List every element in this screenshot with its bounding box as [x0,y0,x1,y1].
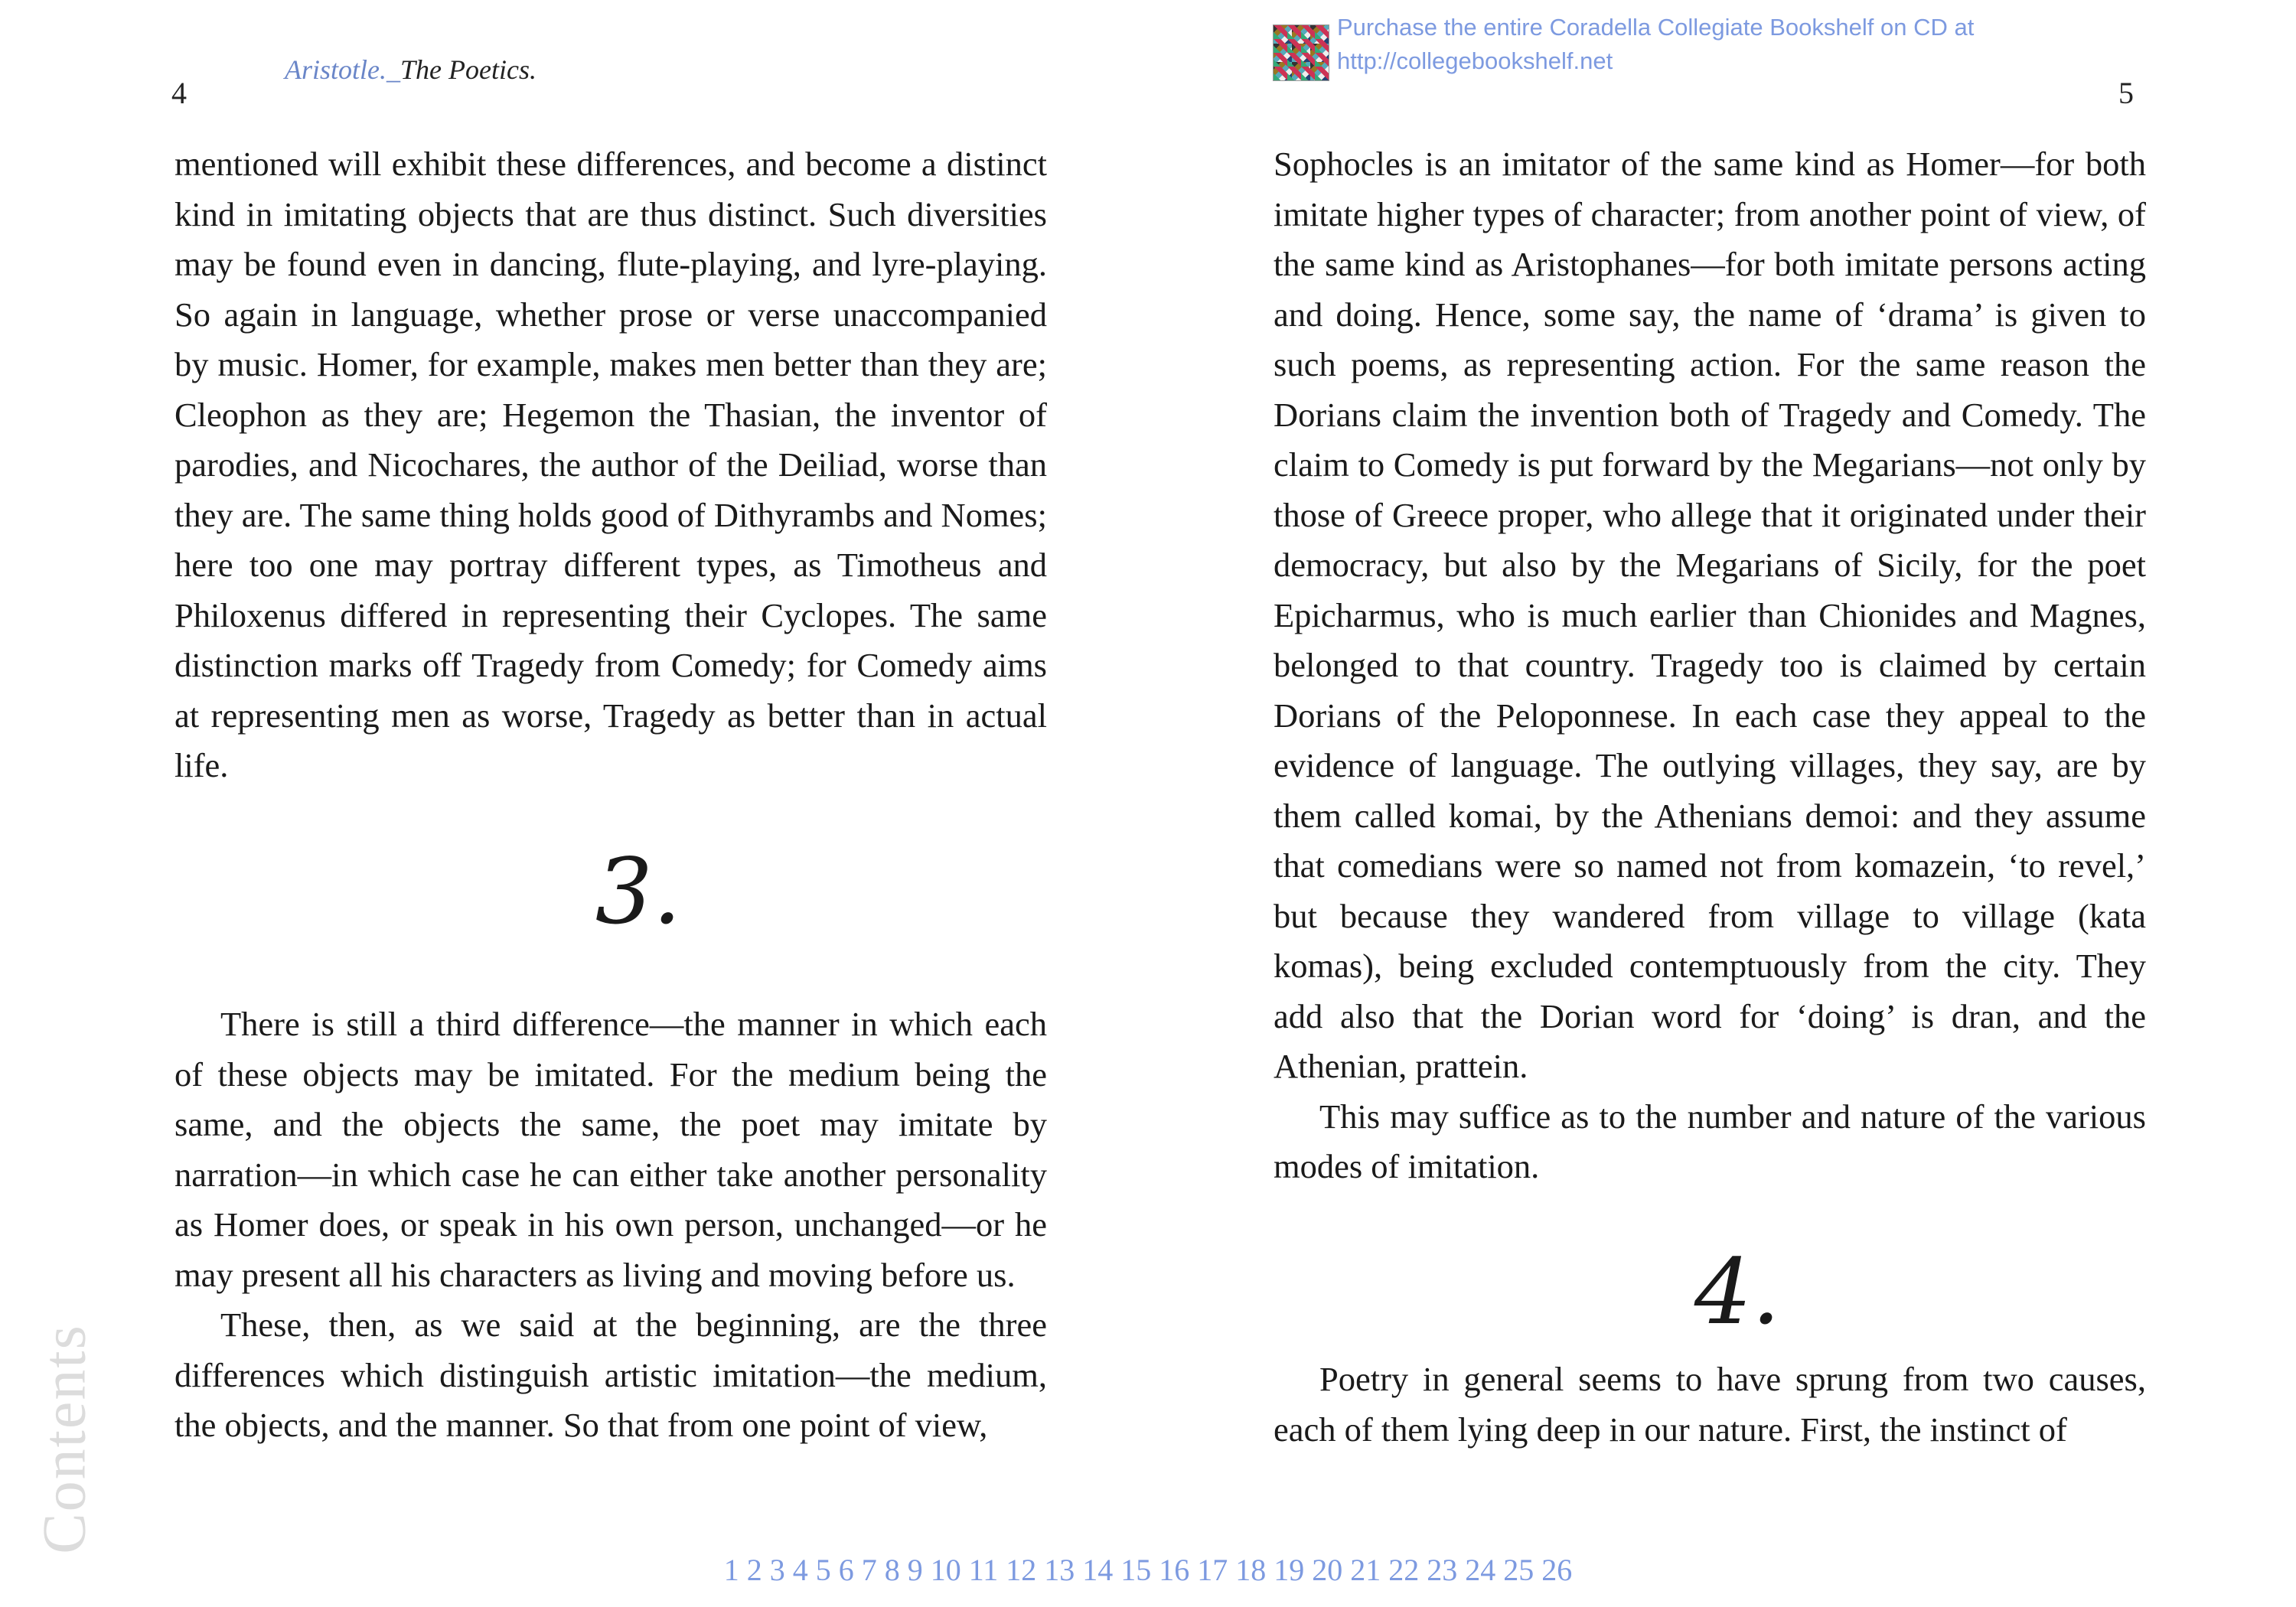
page-link-12[interactable]: 12 [1006,1553,1037,1587]
page-link-14[interactable]: 14 [1082,1553,1114,1587]
chapter-heading-4: 4. [1694,1239,1781,1345]
running-head-work-title: The Poetics. [400,54,536,85]
page-link-6[interactable]: 6 [838,1553,854,1587]
page-link-17[interactable]: 17 [1197,1553,1228,1587]
page-link-13[interactable]: 13 [1044,1553,1075,1587]
page-link-19[interactable]: 19 [1274,1553,1305,1587]
paragraph: mentioned will exhibit these differences, and become a distinct kind in imitating objects that are thus distinct. Such diversities may be found even in dancing, flute-playing, and lyre-playing. So again in language, whether prose or verse unaccompanied by music. Homer, for example, makes men better than they are; Cleophon as they are; Hegemon the Thasian, the inventor of parodies, and Nicochares, the author of the Deiliad, worse than they are. The same thing holds good of Dithyrambs and Nomes; here too one may portray different types, as Timotheus and Philoxenus differed in representing their Cyclopes. The same distinction marks off Tragedy from Comedy; for Comedy aims at representing men as worse, Tragedy as better than in actual life. [174,145,1047,784]
paragraph: Sophocles is an imitator of the same kind as Homer—for both imitate higher types of character; from another point of view, of the same kind as Aristophanes—for both imitate persons acting and doing. Hence, some say, the name of ‘drama’ is given to such poems, as representing action. For the same reason the Dorians claim the invention both of Tragedy and Comedy. The claim to Comedy is put forward by the Megarians—not only by those of Greece proper, who allege that it originated under their democracy, but also by the Megarians of Sicily, for the poet Epicharmus, who is much earlier than Chionides and Magnes, belonged to that country. Tragedy too is claimed by certain Dorians of the Peloponnese. In each case they appeal to the evidence of language. The outlying villages, they say, are by them called komai, by the Athenians demoi: and they assume that comedians were so named not from komazein, ‘to revel,’ but because they wandered from village to village (kata komas), being excluded contemptuously from the city. They add also that the Dorian word for ‘doing’ is dran, and the Athenian, prattein. [1274,145,2146,1085]
page-link-25[interactable]: 25 [1503,1553,1534,1587]
running-head-author-link[interactable]: Aristotle. [285,54,386,85]
right-page-continued-text [1274,139,2146,1192]
running-head: Aristotle._The Poetics. [285,54,536,85]
page-link-1[interactable]: 1 [723,1553,739,1587]
page-link-4[interactable]: 4 [792,1553,808,1587]
page-number-right: 5 [2118,76,2134,110]
contents-tab-label: Contents [31,1323,99,1554]
left-page-chapter-3-text [174,999,1047,1451]
page-link-10[interactable]: 10 [930,1553,961,1587]
right-page [1148,0,2296,1607]
page-navigation [0,1552,2296,1588]
paragraph: This may suffice as to the number and nature of the various modes of imitation. [1274,1097,2146,1185]
cd-thumbnail-image[interactable] [1273,24,1329,81]
paragraph: These, then, as we said at the beginning, are the three differences which distinguish artistic imitation—the medium, the objects, and the manner. So that from one point of view, [174,1305,1047,1444]
page-number-left: 4 [171,76,187,110]
page-link-15[interactable]: 15 [1120,1553,1152,1587]
page-link-9[interactable]: 9 [907,1553,923,1587]
page-link-2[interactable]: 2 [746,1553,762,1587]
page-link-21[interactable]: 21 [1350,1553,1381,1587]
page-link-7[interactable]: 7 [861,1553,877,1587]
page-link-24[interactable]: 24 [1465,1553,1496,1587]
left-page-continued-text [174,139,1047,791]
page-link-23[interactable]: 23 [1427,1553,1458,1587]
page-link-5[interactable]: 5 [815,1553,831,1587]
paragraph: Poetry in general seems to have sprung from two causes, each of them lying deep in our nature. First, the instinct of [1274,1360,2146,1449]
page-link-20[interactable]: 20 [1312,1553,1343,1587]
promo-url-link[interactable]: http://collegebookshelf.net [1337,47,1613,74]
chapter-heading-3: 3. [595,839,682,944]
paragraph: There is still a third difference—the manner in which each of these objects may be imitated. For the medium being the same, and the objects the same, the poet may imitate by narration—in which case he can either take another personality as Homer does, or speak in his own person, unchanged—or he may present all his characters as living and moving before us. [174,1005,1047,1294]
page-link-11[interactable]: 11 [968,1553,999,1587]
page-link-22[interactable]: 22 [1388,1553,1420,1587]
promo-banner[interactable] [1273,11,1974,81]
page-link-26[interactable]: 26 [1541,1553,1573,1587]
page-link-8[interactable]: 8 [884,1553,900,1587]
promo-text[interactable] [1337,11,1974,78]
right-page-chapter-4-text [1274,1354,2146,1455]
page-link-18[interactable]: 18 [1235,1553,1267,1587]
page-link-3[interactable]: 3 [769,1553,785,1587]
contents-tab[interactable] [23,1316,107,1561]
page-link-16[interactable]: 16 [1159,1553,1190,1587]
promo-line-1[interactable]: Purchase the entire Coradella Collegiate Bookshelf on CD at [1337,14,1975,41]
